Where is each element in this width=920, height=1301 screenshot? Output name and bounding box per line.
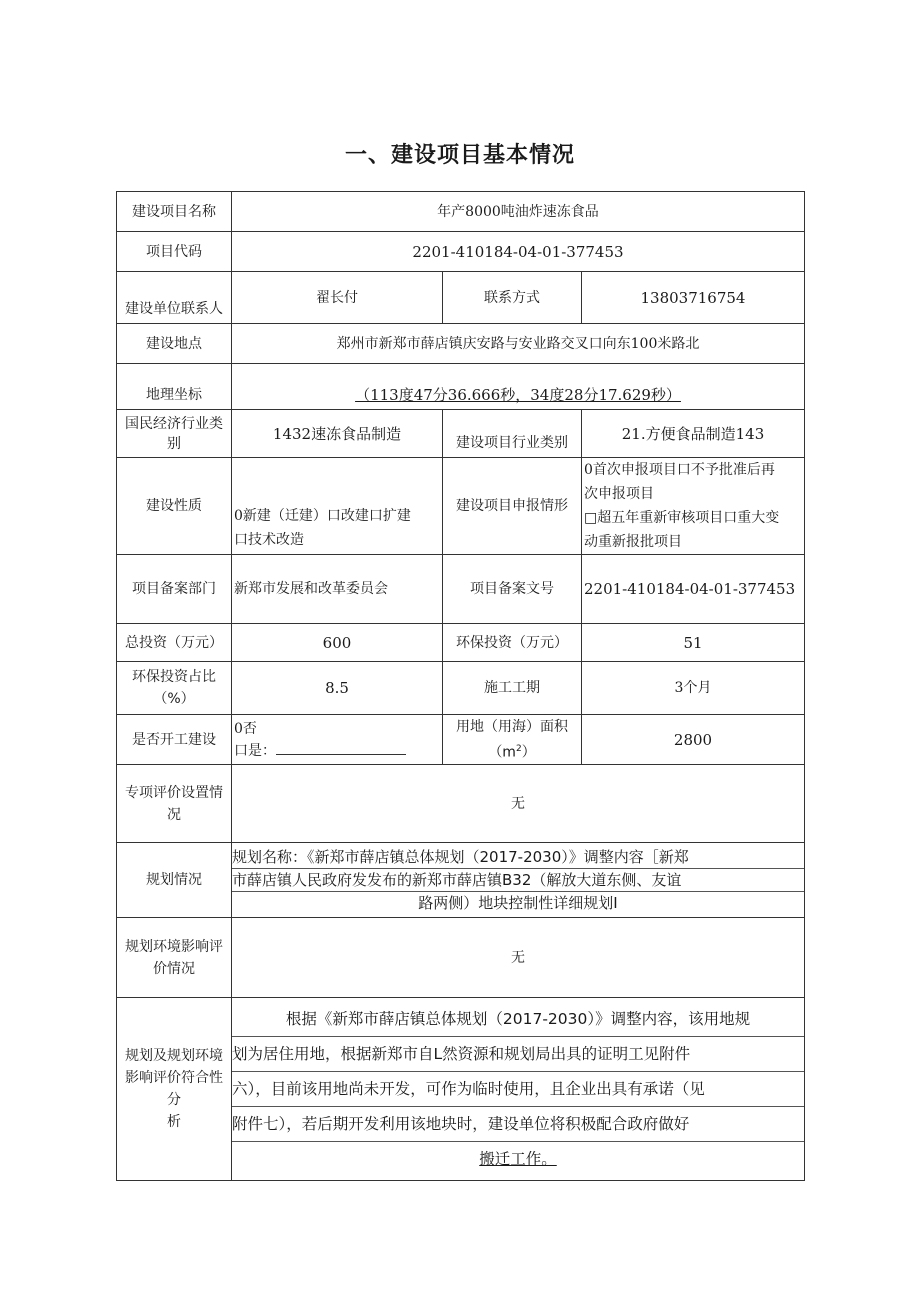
- apply-value: [582, 458, 805, 555]
- row-project-code: [117, 232, 805, 272]
- analysis-label: [117, 998, 232, 1181]
- filing-doc-label: 项目备案文号: [443, 555, 582, 624]
- row-ratio: [117, 662, 805, 715]
- contact-label: 建设单位联系人: [117, 272, 232, 324]
- analysis-line4: 附件七），若后期开发利用该地块时，建设单位将积极配合政府做好: [232, 1107, 804, 1142]
- apply-line1: 0首次申报项目口不予批准后再: [584, 462, 775, 478]
- row-analysis: [117, 998, 805, 1181]
- plan-eia-label-line2: 价情况: [153, 960, 195, 977]
- started-blank-line: [276, 740, 406, 755]
- area-label-line1: 用地（用海）面积: [456, 718, 568, 735]
- project-name-label: 建设项目名称: [117, 192, 232, 232]
- plan-eia-value: 无: [232, 918, 805, 998]
- plan-eia-label-line1: 规划环境影响评: [125, 938, 223, 955]
- special-label-line1: 专项评价设置情: [125, 784, 223, 801]
- special-label-line2: 况: [167, 806, 181, 823]
- started-label: 是否开工建设: [117, 715, 232, 765]
- industry-value: 1432速冻食品制造: [232, 410, 443, 458]
- coordinates-text: （113度47分36.666秒，34度28分17.629秒）: [355, 386, 681, 404]
- analysis-label-line2: 影响评价符合性: [125, 1070, 223, 1086]
- nature-label: 建设性质: [117, 458, 232, 555]
- analysis-label-line4: 析: [167, 1114, 181, 1130]
- planning-value: [232, 843, 805, 918]
- filing-label: 项目备案部门: [117, 555, 232, 624]
- started-options: [232, 715, 443, 765]
- industry-label: 国民经济行业类别: [117, 410, 232, 458]
- apply-line3: □超五年重新审核项目口重大变: [584, 510, 780, 526]
- ratio-label-line2: （%）: [153, 691, 195, 707]
- area-label-sup: 2: [515, 743, 522, 754]
- row-filing: [117, 555, 805, 624]
- row-industry: [117, 410, 805, 458]
- row-plan-eia: [117, 918, 805, 998]
- env-investment-label: 环保投资（万元）: [443, 624, 582, 662]
- started-option-yes: [234, 740, 440, 762]
- planning-line3: 路两侧）地块控制性详细规划I: [418, 894, 618, 912]
- project-name-value: 年产8000吨油炸速冻食品: [232, 192, 805, 232]
- period-value: 3个月: [582, 662, 805, 715]
- analysis-line1: 根据《新郑市薛店镇总体规划（2017-2030）》调整内容，该用地规: [232, 1002, 804, 1037]
- ratio-label: [117, 662, 232, 715]
- row-investment: [117, 624, 805, 662]
- nature-value-line2: 口技术改造: [234, 532, 304, 548]
- project-code-value: 2201-410184-04-01-377453: [232, 232, 805, 272]
- planning-line1: 规划名称：《新郑市薛店镇总体规划（2017-2030）》调整内容［新郑: [232, 846, 804, 869]
- contact-method-label: 联系方式: [443, 272, 582, 324]
- apply-line4: 动重新报批项目: [584, 534, 682, 550]
- apply-line2: 次申报项目: [584, 486, 654, 502]
- project-info-table: [116, 191, 805, 1181]
- row-contact: [117, 272, 805, 324]
- row-special: [117, 765, 805, 843]
- area-label-end: ）: [521, 744, 536, 761]
- analysis-line3: 六），目前该用地尚未开发，可作为临时使用，且企业出具有承诺（见: [232, 1072, 804, 1107]
- nature-value: [232, 458, 443, 555]
- row-nature: [117, 458, 805, 555]
- analysis-line5-text: 搬迁工作。: [479, 1150, 557, 1168]
- apply-label: 建设项目申报情形: [443, 458, 582, 555]
- analysis-line5: [232, 1142, 804, 1176]
- project-code-label: 项目代码: [117, 232, 232, 272]
- contact-phone: 13803716754: [582, 272, 805, 324]
- special-value: 无: [232, 765, 805, 843]
- row-coordinates: [117, 364, 805, 410]
- nature-value-line1: 0新建（迁建）口改建口扩建: [234, 508, 411, 524]
- location-value: 郑州市新郑市薛店镇庆安路与安业路交叉口向东100米路北: [232, 324, 805, 364]
- period-label: 施工工期: [443, 662, 582, 715]
- investment-value: 600: [232, 624, 443, 662]
- investment-label: 总投资（万元）: [117, 624, 232, 662]
- area-label: [443, 715, 582, 765]
- page-title: 一、建设项目基本情况: [344, 143, 575, 168]
- env-investment-value: 51: [582, 624, 805, 662]
- analysis-line2: 划为居住用地，根据新郑市自L然资源和规划局出具的证明工见附件: [232, 1037, 804, 1072]
- area-label-unit: （m: [488, 744, 516, 761]
- location-label: 建设地点: [117, 324, 232, 364]
- planning-line2: 市薛店镇人民政府发发布的新郑市薛店镇B32（解放大道东侧、友谊: [232, 869, 804, 892]
- analysis-value: [232, 998, 805, 1181]
- coordinates-label: 地理坐标: [117, 364, 232, 410]
- row-started: [117, 715, 805, 765]
- industry-type-label: 建设项目行业类别: [443, 410, 582, 458]
- coordinates-value: [232, 364, 805, 410]
- filing-value: 新郑市发展和改革委员会: [232, 555, 443, 624]
- area-value: 2800: [582, 715, 805, 765]
- special-label: [117, 765, 232, 843]
- row-project-name: [117, 192, 805, 232]
- started-option-yes-label: 口是：: [234, 742, 276, 759]
- ratio-value: 8.5: [232, 662, 443, 715]
- planning-label: 规划情况: [117, 843, 232, 918]
- filing-doc-value: 2201-410184-04-01-377453: [582, 555, 805, 624]
- row-planning: [117, 843, 805, 918]
- analysis-label-line3: 分: [167, 1092, 181, 1108]
- contact-name: 翟长付: [232, 272, 443, 324]
- industry-type-value: 21.方便食品制造143: [582, 410, 805, 458]
- ratio-label-line1: 环保投资占比: [132, 669, 216, 685]
- area-label-line2: [445, 738, 579, 764]
- started-option-no: 0否: [234, 720, 257, 737]
- row-location: [117, 324, 805, 364]
- plan-eia-label: [117, 918, 232, 998]
- analysis-label-line1: 规划及规划环境: [125, 1048, 223, 1064]
